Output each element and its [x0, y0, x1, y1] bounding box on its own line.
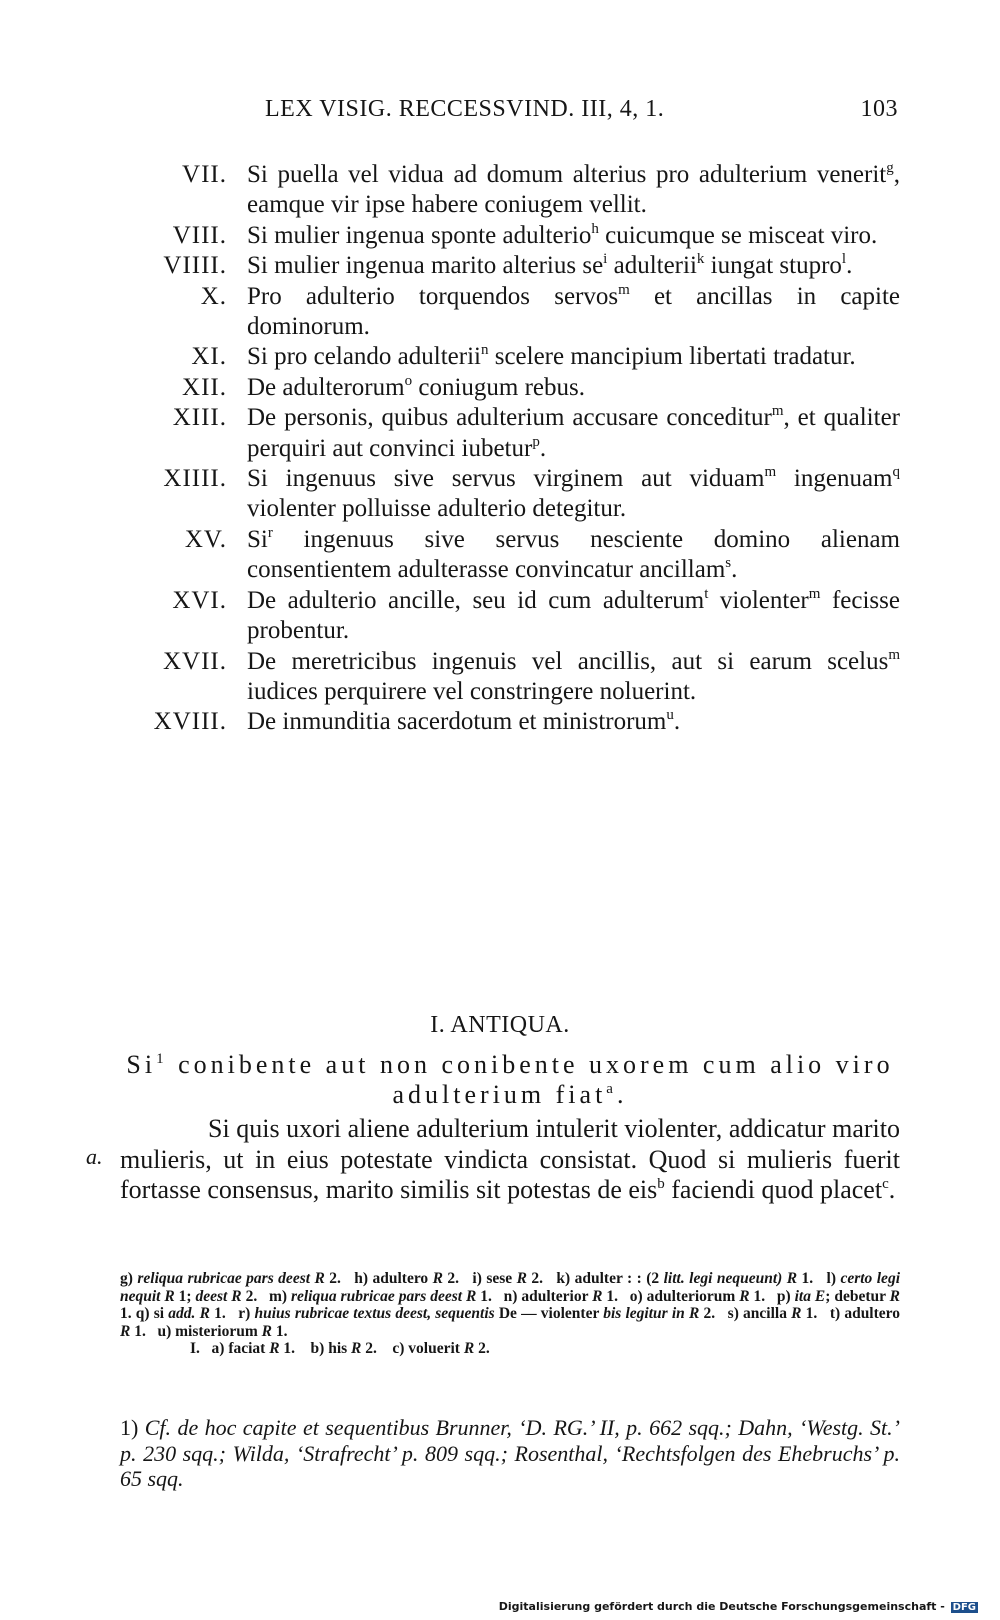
chapter-lemma: Si$^1$ conibente aut non conibente uxorem cum alio viro adulterium fiat$^a$.: [126, 1050, 894, 1109]
rubric-number: VIII.: [172, 221, 227, 249]
rubric-text: De adulterio ancille, seu id cum adulterum$^t$ violenter$^m$ fecisse probentur.: [247, 585, 900, 645]
running-title: LEX VISIG. RECCESSVIND. III, 4, 1.: [265, 96, 665, 122]
rubric-number: XIIII.: [163, 465, 227, 493]
rubric-text: Si ingenuus sive servus virginem aut viduam$^m$ ingenuam$^q$ violenter polluisse adulterio detegitur.: [247, 464, 900, 523]
rubric-number: XVII.: [162, 647, 227, 675]
rubric-item: [120, 525, 900, 586]
rubric-number: XII.: [182, 373, 227, 401]
rubric-item: [120, 707, 900, 737]
margin-note: a.: [86, 1144, 103, 1169]
rubric-number: XVI.: [172, 586, 227, 614]
running-header: [265, 96, 898, 123]
rubric-item: [120, 221, 900, 251]
rubric-text: Si puella vel vidua ad domum alterius pro adulterium venerit$^g$, eamque vir ipse habere coniugem vellit.: [247, 160, 900, 219]
rubric-item: [120, 373, 900, 403]
rubric-text: Si pro celando adulterii$^n$ scelere mancipium libertati tradatur.: [247, 342, 856, 371]
rubric-number: VII.: [182, 161, 227, 188]
rubric-number: XI.: [191, 343, 227, 371]
rubric-number: XVIII.: [153, 708, 227, 736]
rubric-text: Si mulier ingenua marito alterius $se^i$ adulterii$^k$ iungat stupro$^l$.: [247, 251, 853, 280]
rubric-item: [120, 586, 900, 647]
rubric-text: De inmunditia sacerdotum et ministrorum$^u$.: [247, 707, 681, 736]
rubric-item: [120, 403, 900, 464]
rubric-text: Pro adulterio torquendos servos$^m$ et ancillas in capite dominorum.: [247, 281, 900, 341]
credit-text: Digitalisierung gefördert durch die Deutsche Forschungsgemeinschaft -: [498, 1600, 945, 1613]
chapter-body-text: Si quis uxori aliene adulterium intulerit violenter, addicatur marito mulieris, ut in eius potestate vindicta consistat. Quod si mulieris fuerit fortasse consensus, marito similis sit potestas de eis$^b$ faciendi quod placet$^c$.: [120, 1114, 900, 1205]
rubric-number: VIIII.: [163, 252, 227, 280]
page-number: 103: [860, 96, 898, 122]
rubric-number: X.: [200, 282, 227, 310]
section-title: I. ANTIQUA.: [430, 1012, 570, 1038]
rubric-item: [120, 251, 900, 281]
rubric-item: [120, 464, 900, 525]
rubric-number: XV.: [184, 525, 227, 553]
rubric-text: De meretricibus ingenuis vel ancillis, aut si earum scelus$^m$ iudices perquirere vel constringere noluerint.: [247, 646, 900, 705]
digitization-credit: [499, 1600, 978, 1613]
rubric-item: [120, 282, 900, 343]
critical-apparatus: g) reliqua rubricae pars deest R 2. h) adultero R 2. i) sese R 2. k) adulter : : (2 litt. legi nequeunt) R 1. l) certo legi nequit R 1; deest R 2. m) reliqua rubricae pars deest R 1. n) adulterior R 1. o) adulteriorum R 1. p) ita E; debetur R 1. q) si add. R 1. r) huius rubricae textus deest, sequentis De — violenter bis legitur in R 2. s) ancilla R 1. t) adultero R 1. u) misteriorum R 1. I. a) faciat R 1. b) his R 2. c) voluerit R 2.: [120, 1270, 901, 1357]
dfg-logo: DFG: [952, 1602, 976, 1613]
rubric-text: De personis, quibus adulterium accusare conceditur$^m$, et qualiter perquiri aut convinci iubetur$^p$.: [247, 403, 900, 462]
rubric-number: XIII.: [172, 404, 227, 432]
rubric-list: [120, 160, 900, 738]
rubric-item: [120, 160, 900, 221]
rubric-text: De adulterorum$^o$ coniugum rebus.: [247, 372, 585, 401]
rubric-text: Si mulier ingenua sponte adulterio$^h$ cuicumque se misceat viro.: [247, 220, 878, 249]
chapter-body: [120, 1114, 900, 1206]
footnote: 1) Cf. de hoc capite et sequentibus Brunner, ‘D. RG.’ II, p. 662 sqq.; Dahn, ‘Westg. St.’ p. 230 sqq.; Wilda, ‘Strafrecht’ p. 809 sqq.; Rosenthal, ‘Rechtsfolgen des Ehebruchs’ p. 65 sqq.: [120, 1415, 900, 1491]
rubric-item: [120, 647, 900, 708]
rubric-text: Si$^r$ ingenuus sive servus nesciente domino alienam consentientem adulterasse convincatur ancillam$^s$.: [247, 524, 900, 584]
rubric-item: [120, 342, 900, 372]
